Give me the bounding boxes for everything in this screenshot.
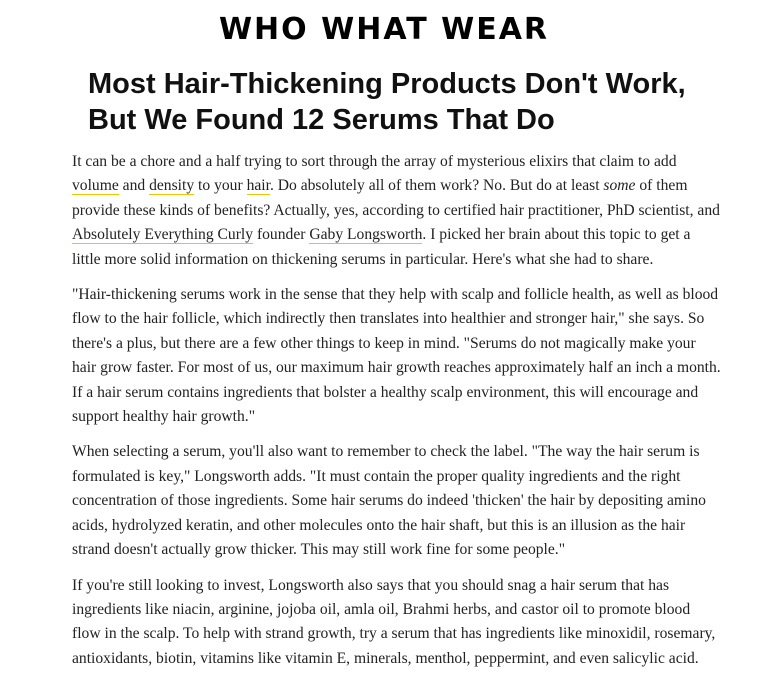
paragraph-text: of them provide these kinds of benefits? Actually, yes, according to certified hair practitioner, PhD scientist, and [72, 177, 720, 219]
paragraph-text: . I picked her brain about this topic to get a little more solid information on thickening serums in particular. Here's what she had to share. [72, 226, 691, 268]
paragraph-text: to your [194, 177, 247, 195]
paragraph-text: founder [253, 226, 310, 244]
article-paragraph-1 [72, 150, 722, 272]
volume-link[interactable]: volume [72, 177, 119, 195]
gaby-longsworth-link[interactable]: Gaby Longsworth [309, 226, 423, 244]
hair-link[interactable]: hair [246, 177, 270, 195]
site-logo[interactable]: WHO WHAT WEAR [218, 12, 550, 47]
density-link[interactable]: density [149, 177, 195, 195]
paragraph-text: . Do absolutely all of them work? No. But do at least [269, 177, 604, 195]
article-body [72, 150, 722, 682]
paragraph-text: and [118, 177, 150, 195]
article-paragraph-3: When selecting a serum, you'll also want to remember to check the label. "The way the hair serum is formulated is key," Longsworth adds. "It must contain the proper quality ingredients and the right concentration of those ingredients. Some hair serums do indeed 'thicken' the hair by depositing amino acids, hydrolyzed keratin, and other molecules onto the hair shaft, but this is an illusion as the hair strand doesn't actually grow thicker. This may still work fine for some people." [72, 443, 706, 559]
emphasis-text: some [603, 177, 636, 195]
article-paragraph-4: If you're still looking to invest, Longsworth also says that you should snag a hair serum that has ingredients like niacin, arginine, jojoba oil, amla oil, Brahmi herbs, and castor oil to promote blood flow in the scalp. To help with strand growth, try a serum that has ingredients like minoxidil, rosemary, antioxidants, biotin, vitamins like vitamin E, minerals, menthol, peppermint, and even salicylic acid. [72, 576, 716, 667]
absolutely-everything-curly-link[interactable]: Absolutely Everything Curly [72, 226, 254, 244]
article-paragraph-2: "Hair-thickening serums work in the sense that they help with scalp and follicle health, as well as blood flow to the hair follicle, which indirectly then translates into healthier and stronger hair," she says. So there's a plus, but there are a few other things to keep in mind. "Serums do not magically make your hair grow faster. For most of us, our maximum hair growth reaches approximately half an inch a month. If a hair serum contains ingredients that bolster a healthy scalp environment, this will encourage and support healthy hair growth." [72, 286, 721, 426]
article-title: Most Hair-Thickening Products Don't Work, But We Found 12 Serums That Do [88, 68, 686, 136]
paragraph-text: It can be a chore and a half trying to sort through the array of mysterious elixirs that claim to add [72, 153, 677, 170]
